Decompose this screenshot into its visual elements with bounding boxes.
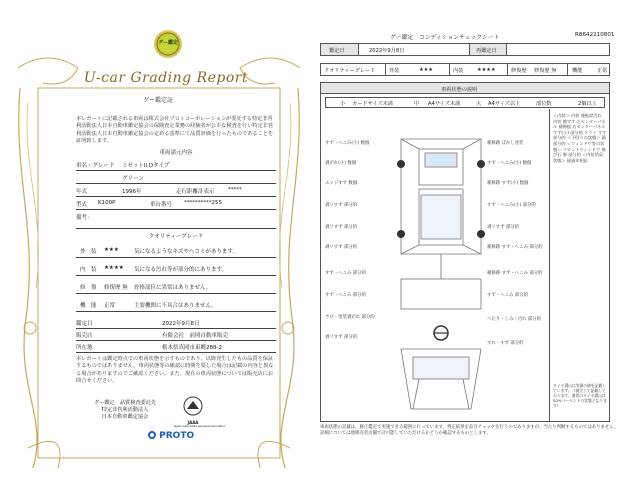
repair-desc: 骨格部位に異常はありません。	[134, 285, 212, 291]
sheet-title: グー鑑定 コンディションチェックシート	[390, 35, 500, 41]
right-note-item: すず・へこみ 部分的	[487, 293, 528, 298]
sheet-mechanism-label: 機能	[572, 68, 583, 74]
right-note-item: 補修跡 すず(小) 数個	[487, 181, 529, 186]
interior-label: 内 装	[80, 267, 97, 273]
goo-logo-badge	[153, 29, 183, 59]
exterior-desc: 気になるようなキズやヘコミがあります。	[134, 249, 238, 255]
sheet-mechanism-value: 正常	[597, 68, 608, 74]
mechanism-label: 機 能	[80, 303, 97, 309]
issuer-block	[90, 400, 160, 421]
jaaa-emblem-icon	[183, 396, 203, 416]
vehicle-state-box	[320, 82, 610, 422]
jaaa-sublabel: Japan Automobile Appraisal Association	[174, 425, 226, 428]
condition-check-sheet	[320, 22, 632, 452]
right-note-item: すれ・すず 部分的	[487, 341, 524, 346]
right-note-item: 補修跡 すず・へこみ 部分的	[487, 245, 543, 250]
left-note-item: すず・へこみ(小) 数個	[325, 141, 370, 146]
size-legend-row	[325, 97, 605, 108]
right-note-item: 補修跡 ぼかし塗装	[487, 141, 524, 146]
mileage-label: 走行距離計表示	[176, 189, 215, 195]
vehicle-section-title: 車両諸元内容	[159, 150, 193, 156]
size-small-label: 小	[340, 101, 346, 107]
size-card-label: カードサイズ未満	[352, 101, 394, 107]
interior-desc: 気になる汚れ等が部分的にあります。	[134, 267, 228, 273]
issuer-line-3: 日本自動車鑑定協会	[101, 414, 149, 420]
right-note-item: 補修跡 すず・へこみ 部分的	[487, 271, 543, 276]
sheet-footer: 車両状態の記載は、修正鑑定で実施できる範囲に行っています。判定結果を品目チェックを行うのでありますが、当たり判断するものではありません。詳細については他販売者店舗で計可能していただけるかどうか確認するものとします。	[320, 425, 619, 436]
dealer-label: 販売店	[76, 333, 93, 339]
left-note-item: エッジすず 数個	[325, 181, 358, 186]
date-row	[320, 43, 610, 56]
address-value: 栃木県真岡市東郷288-2	[162, 345, 222, 351]
sheet-interior-stars: ★★★★	[477, 67, 496, 73]
dealer-value: 有限会社 前岡自動車販売	[162, 333, 229, 339]
year-row	[76, 184, 276, 197]
mechanism-row	[76, 298, 276, 312]
sheet-date-label: 鑑定日	[329, 48, 345, 54]
sheet-date-value: 2022年9月8日	[369, 48, 405, 54]
year-value: 1996年	[122, 189, 142, 195]
address-label: 所在地	[76, 345, 93, 351]
mechanism-value: 正常	[104, 303, 116, 309]
reappraisal-label: 再鑑定日	[476, 48, 497, 54]
type-row	[76, 197, 276, 210]
repair-value: 修復歴 無	[104, 285, 128, 291]
left-note-item: 剥リすず 部分的	[325, 245, 358, 250]
size-mid-label: 中	[414, 101, 420, 107]
interior-stars: ★★★★	[104, 265, 124, 271]
left-note-item: さび・塗装剥がれ 部分的	[325, 315, 375, 320]
sheet-quality-label: クオリティーグレード	[324, 68, 376, 74]
exterior-label: 外 装	[80, 249, 97, 255]
proto-logo	[148, 431, 194, 441]
repair-row	[76, 280, 276, 294]
left-note-item: 剥リすず 部分的	[325, 335, 358, 340]
size-large-label: 大	[476, 101, 482, 107]
intro-text: 本レポートに記載される車両は株式会社プロトコーポレーションが委託する特定非営利活動法人日本自動車鑑定協会の保険査定業務の経験者が公平な検査を行い特定非営利活動法人日本自動車鑑定協会の定める基準にて品質評価を行ったものであることを証明致します。	[76, 116, 274, 145]
right-note-item: へたり・しみ・汚れ 部分的	[487, 317, 542, 322]
exterior-row	[76, 244, 276, 258]
sheet-exterior-stars: ★★★	[419, 67, 433, 73]
model-row	[76, 158, 276, 171]
repair-label: 修 復	[80, 285, 97, 291]
size-a4-label: A4サイズ未満	[428, 101, 461, 107]
side-notes: ＜内装＞ 内装 運転席汚れ 内装 擦すす 左センターパネル 補修痕 右センターパネル すず(小) 部分的 ドライ すす 部分的 ＜下回りの状態＞ 錆 部分的 ＜ウィンドウ等の状態＞ フロントウィンドウ 飛び石 修 部分的 ＜内装消臭状態＞ 経過年相応	[553, 113, 607, 163]
sheet-interior-label: 内装	[453, 68, 464, 74]
left-note-item: すず・へこみ 部分的	[325, 271, 366, 276]
type-value: K100P	[98, 200, 116, 206]
right-note-item: 剥リすず 部分的	[487, 225, 520, 230]
certificate-subtitle: グー鑑定証	[142, 97, 173, 104]
logo-text: グー鑑定	[157, 40, 178, 46]
mileage-value: *****	[228, 187, 242, 193]
grading-certificate	[8, 28, 310, 480]
type-label: 型式	[76, 202, 88, 208]
side-bottom-note: タイヤ溝山は実測の値を記載しています。（測定して記載しております。通常のタイヤ溝山は50%パーセントの状態となります）	[553, 383, 607, 408]
right-note-item: すず・へこみ(小) 部分的	[487, 203, 536, 208]
sheet-repair-value: 修復歴 無	[534, 68, 557, 74]
quality-row	[320, 63, 610, 76]
issuer-line-1: グー鑑定 品質検査委託先	[93, 400, 157, 406]
color-row	[76, 171, 276, 184]
sheet-code: R864221080​1	[575, 32, 615, 38]
steering-wheel-icon	[434, 326, 448, 340]
chassis-value: **********255	[184, 200, 222, 206]
address-row	[76, 340, 276, 353]
quality-section-title: クオリティーグレード	[148, 234, 204, 240]
chassis-label: 車台番号	[150, 202, 173, 208]
size-a4plus-label: A4サイズ以上	[488, 101, 521, 107]
notes-label: 備考：	[76, 215, 93, 221]
right-note-item: すず・へこみ(小) 数個	[487, 161, 532, 166]
sheet-repair-label: 修復歴	[511, 68, 527, 74]
left-note-item: 剥がれ(小) 数個	[325, 161, 357, 166]
interior-row	[76, 262, 276, 276]
mechanism-desc: 主要機関に不具合はありません。	[134, 303, 217, 309]
sheet-exterior-label: 外装	[389, 68, 400, 74]
appraisal-date-value: 2022年9月8日	[162, 321, 200, 327]
car-damage-diagram	[321, 109, 546, 423]
proto-mark-icon	[148, 431, 156, 439]
issuer-line-2: 特定非営利活動法人	[101, 407, 149, 413]
left-note-item: すず・へこみ 部分的	[325, 293, 366, 298]
left-note-item: 剥リすず 部分的	[325, 225, 358, 230]
appraisal-date-label: 鑑定日	[76, 321, 93, 327]
parts-count-value: 2個以上	[578, 101, 597, 107]
model-value: ミゼットII Dタイプ	[122, 163, 170, 169]
jaaa-emblem	[174, 396, 226, 428]
jaaa-label: JAAA	[187, 420, 199, 425]
certificate-footer: 本レポートは鑑定時点での車両状態を示すものであり、以降発生したもの品質を保証するものではありません。車両状態等の確認に時間を要した場合は記載の内容と異なる場合がありますのでご確認ください。また、現在の車両状態については販売店にお問合せください。	[76, 356, 274, 385]
left-note-item: 剥リすず 部分的	[325, 203, 358, 208]
model-label: 車名・グレード	[76, 163, 115, 169]
proto-text: PROTO	[159, 431, 195, 441]
color-value: グリーン	[122, 176, 144, 182]
year-label: 年式	[76, 189, 88, 195]
certificate-title: U-car Grading Report	[83, 70, 249, 86]
state-title: 車両状態の説明	[441, 87, 478, 93]
notes-row	[76, 210, 276, 229]
parts-count-label: 部位数	[536, 101, 552, 107]
exterior-stars: ★★★	[104, 247, 119, 253]
